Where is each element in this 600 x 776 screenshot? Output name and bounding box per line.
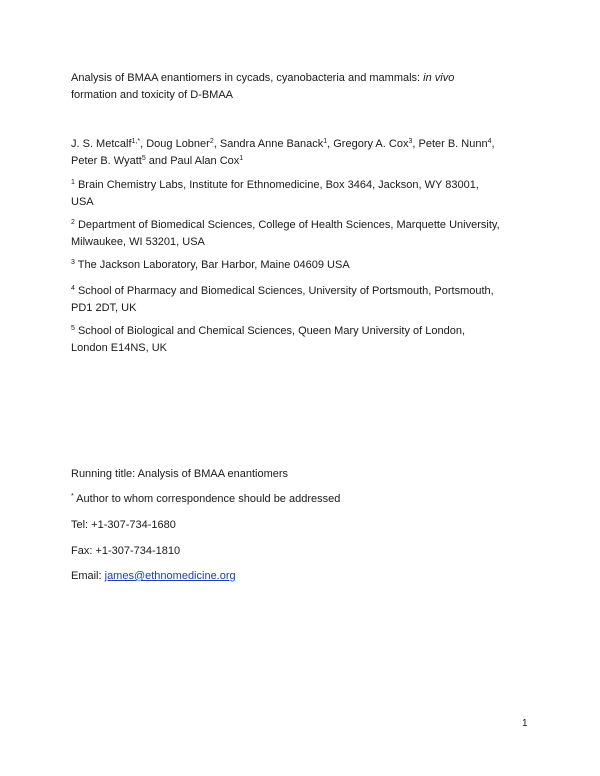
affiliation-number: 5 [71,325,75,332]
author-name: Peter B. Nunn [418,138,488,150]
affiliation-line: The Jackson Laboratory, Bar Harbor, Maine 04609 USA [77,259,350,271]
affiliation-number: 1 [71,179,75,186]
affiliation-number: 3 [71,259,75,266]
affiliation-line: PD1 2DT, UK [71,301,137,314]
affiliation-line: Department of Biomedical Sciences, College of Health Sciences, Marquette University, [77,219,500,231]
email-label: Email: [71,570,105,582]
fax: Fax: +1-307-734-1810 [71,545,181,557]
author-name: Peter B. Wyatt [71,154,142,167]
author-name: Gregory A. Cox [333,138,409,150]
author-sup: 1 [323,138,328,145]
author-name: Sandra Anne Banack [219,138,324,150]
paper-title [71,70,541,103]
page-number: 1 [522,718,528,729]
affiliation-4 [71,283,541,316]
affiliation-2 [71,217,541,250]
affiliation-line: Brain Chemistry Labs, Institute for Ethnomedicine, Box 3464, Jackson, WY 83001, [77,179,479,191]
author-sup: 2 [209,138,214,145]
author-sup: 5 [141,154,146,162]
affiliation-line: School of Biological and Chemical Sciences, Queen Mary University of London, [77,325,466,337]
affiliation-line: Milwaukee, WI 53201, USA [71,235,205,248]
title-text: Analysis of BMAA enantiomers in cycads, cyanobacteria and mammals: [71,72,424,84]
title-italic: in vivo [423,72,455,84]
affiliation-line: School of Pharmacy and Biomedical Sciences, University of Portsmouth, Portsmouth, [77,285,494,297]
affiliation-line: London E14NS, UK [71,341,168,354]
author-sep: and [145,154,171,167]
affiliation-5 [71,323,541,356]
email [71,568,541,585]
author-sep: , [213,138,220,150]
author-sep: , [412,138,419,150]
author-sup: 3 [408,138,413,145]
affiliation-3 [71,257,541,274]
author-sup: 1,* [131,138,141,145]
author-sep: , [491,138,495,150]
affiliation-1 [71,177,541,210]
correspondence-note [71,491,541,508]
author-sep: , [327,138,334,150]
correspondence-mark: * [71,493,74,500]
author-sup: 1 [239,154,244,162]
author-sup: 4 [487,138,492,145]
correspondence-text: Author to whom correspondence should be addressed [73,493,341,505]
author-name: Paul Alan Cox [170,154,240,167]
author-name: J. S. Metcalf [71,138,132,150]
affiliation-line: USA [71,195,94,208]
affiliation-number: 4 [71,285,75,292]
email-link[interactable]: james@ethnomedicine.org [104,570,236,582]
author-list [71,136,541,169]
affiliation-number: 2 [71,219,75,226]
telephone: Tel: +1-307-734-1680 [71,519,176,531]
running-title: Running title: Analysis of BMAA enantiomers [71,468,289,480]
author-sep: , [140,138,147,150]
title-text-line2: formation and toxicity of D-BMAA [71,88,234,101]
author-name: Doug Lobner [146,138,210,150]
